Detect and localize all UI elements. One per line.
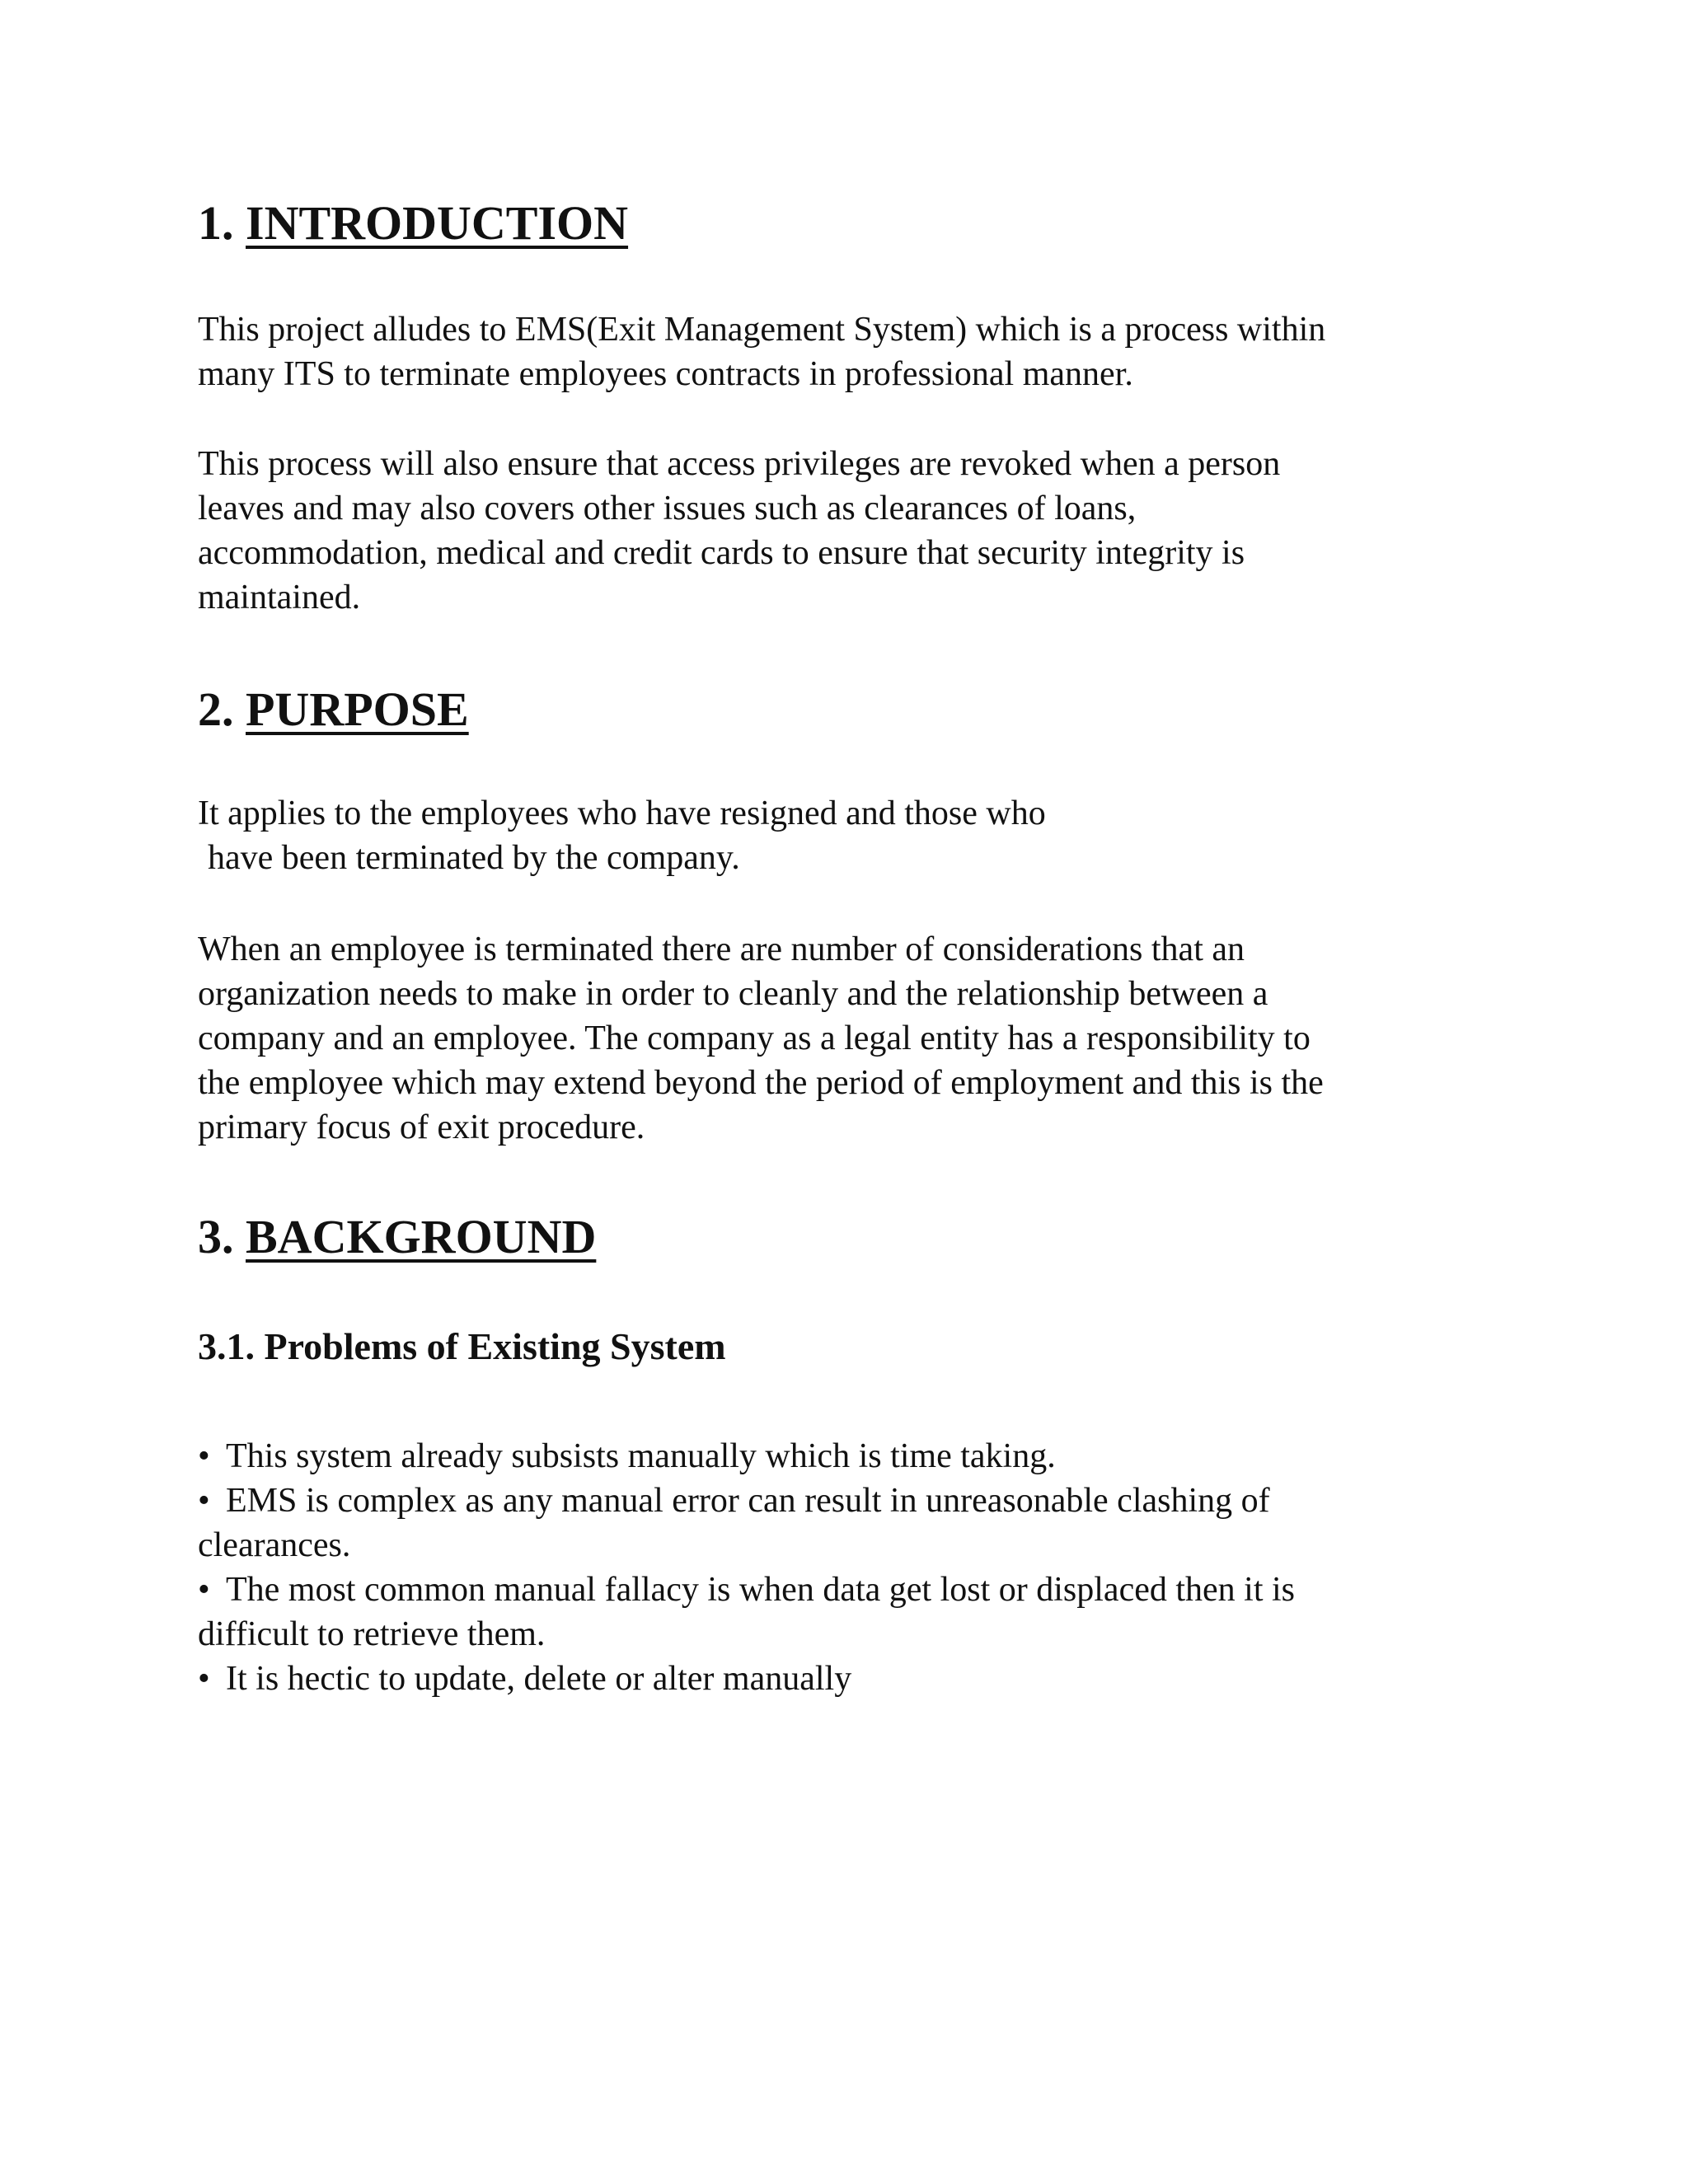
- list-item: [198, 1568, 1484, 1657]
- text-line: It applies to the employees who have resigned and those who: [198, 794, 1046, 832]
- bullet-icon: •: [198, 1660, 210, 1698]
- text-line: accommodation, medical and credit cards to ensure that security integrity is: [198, 534, 1245, 572]
- subsection-heading: 3.1. Problems of Existing System: [198, 1325, 726, 1367]
- text-line: difficult to retrieve them.: [198, 1615, 546, 1653]
- section-number: 3.: [198, 1210, 234, 1263]
- section-number: 2.: [198, 682, 234, 736]
- text-line: maintained.: [198, 579, 361, 616]
- list-item: [198, 1657, 1484, 1701]
- bullet-icon: •: [198, 1571, 210, 1609]
- section-title: BACKGROUND: [246, 1210, 597, 1263]
- text-line: This project alludes to EMS(Exit Management System) which is a process within: [198, 311, 1326, 349]
- bullet-text: It is hectic to update, delete or alter manually: [226, 1660, 852, 1698]
- list-item: [198, 1479, 1484, 1568]
- introduction-paragraph-2: [198, 442, 1484, 620]
- text-line: [198, 1657, 1484, 1701]
- list-item: [198, 1434, 1484, 1479]
- text-line: When an employee is terminated there are number of considerations that an: [198, 930, 1245, 968]
- text-line: have been terminated by the company.: [208, 839, 740, 877]
- bullet-text: The most common manual fallacy is when data get lost or displaced then it is: [226, 1571, 1296, 1609]
- bullet-icon: •: [198, 1482, 210, 1520]
- section-number: 1.: [198, 196, 234, 250]
- text-line: [198, 1568, 1484, 1612]
- section-title: INTRODUCTION: [246, 196, 629, 250]
- purpose-paragraph-2: [198, 927, 1484, 1150]
- introduction-paragraph-1: [198, 307, 1484, 396]
- section-title: PURPOSE: [246, 682, 469, 736]
- text-line: many ITS to terminate employees contracts in professional manner.: [198, 355, 1133, 393]
- text-line: primary focus of exit procedure.: [198, 1108, 645, 1146]
- text-line: [198, 1479, 1484, 1523]
- bullet-list: [198, 1434, 1484, 1701]
- purpose-paragraph-1: [198, 791, 1484, 880]
- text-line: This process will also ensure that access privileges are revoked when a person: [198, 445, 1281, 483]
- text-line: [198, 1434, 1484, 1479]
- text-line: company and an employee. The company as a legal entity has a responsibility to: [198, 1019, 1311, 1057]
- bullet-icon: •: [198, 1437, 210, 1475]
- bullet-text: This system already subsists manually which is time taking.: [226, 1437, 1056, 1475]
- text-line: clearances.: [198, 1526, 351, 1564]
- section-heading-introduction: [198, 194, 1484, 252]
- text-line: the employee which may extend beyond the period of employment and this is the: [198, 1064, 1324, 1102]
- bullet-text: EMS is complex as any manual error can result in unreasonable clashing of: [226, 1482, 1270, 1520]
- section-heading-purpose: [198, 681, 1484, 738]
- text-line: organization needs to make in order to cleanly and the relationship between a: [198, 975, 1268, 1013]
- section-heading-background: [198, 1208, 1484, 1266]
- text-line: leaves and may also covers other issues such as clearances of loans,: [198, 490, 1137, 527]
